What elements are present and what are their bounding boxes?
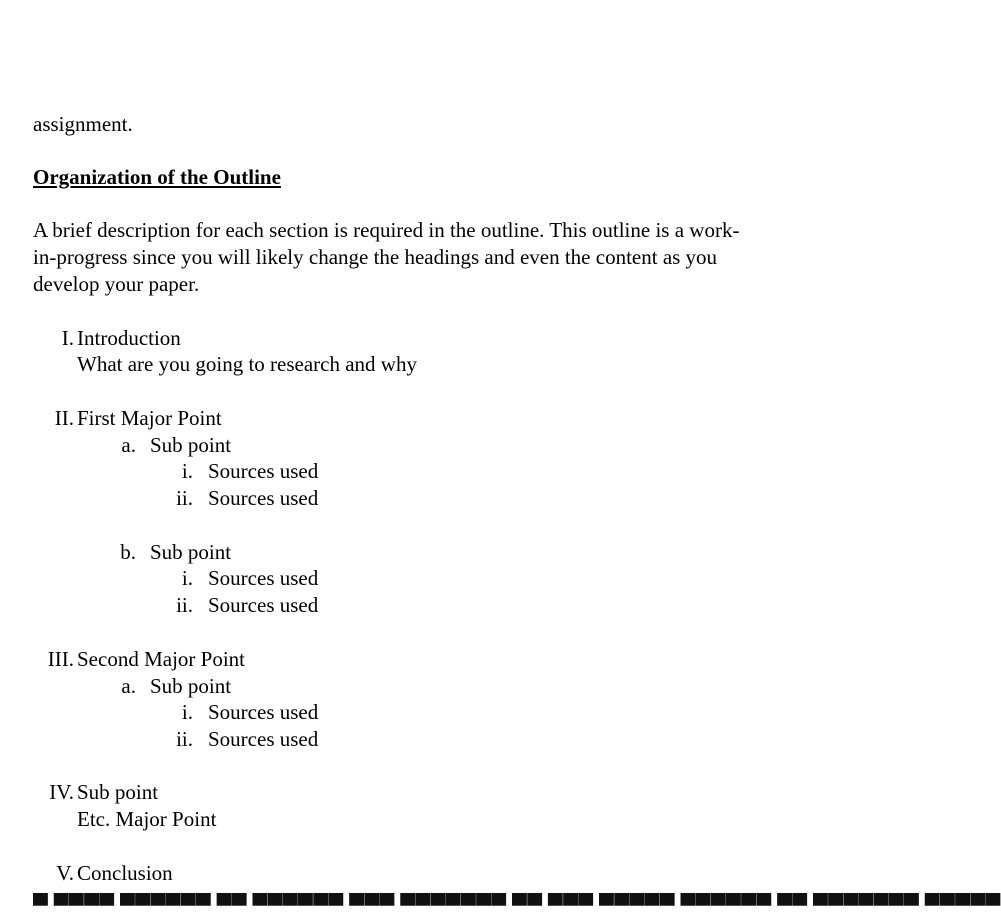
paragraph-fragment: assignment. — [33, 112, 133, 136]
sub-point-label: Sub point — [150, 540, 232, 564]
intro-paragraph — [33, 217, 823, 298]
outline-numeral: III. — [47, 647, 74, 671]
source-numeral: i. — [181, 700, 193, 724]
source-numeral: ii. — [176, 593, 193, 617]
source-numeral: ii. — [176, 486, 193, 510]
source-label: Sources used — [208, 566, 319, 590]
source-numeral: ii. — [176, 727, 193, 751]
sub-point-letter: a. — [121, 433, 136, 457]
sub-point-label: Sub point — [150, 433, 232, 457]
outline-numeral: V. — [56, 861, 74, 885]
source-label: Sources used — [208, 459, 319, 483]
outline-item-title: Introduction — [77, 326, 181, 350]
sub-point-letter: a. — [121, 674, 136, 698]
outline-item-title: Second Major Point — [77, 647, 245, 671]
paragraph-line: develop your paper. — [33, 272, 200, 296]
sub-point-label: Sub point — [150, 674, 232, 698]
paragraph-line: in-progress since you will likely change the headings and even the content as you — [33, 245, 718, 269]
outline-numeral: I. — [61, 326, 74, 350]
outline-item-title: Conclusion — [77, 861, 173, 885]
source-label: Sources used — [208, 727, 319, 751]
cut-off-text-line — [33, 893, 1001, 917]
outline-item-description: Etc. Major Point — [77, 807, 217, 831]
source-label: Sources used — [208, 593, 319, 617]
outline-item-title: First Major Point — [77, 406, 222, 430]
outline-numeral: II. — [54, 406, 74, 430]
section-heading: Organization of the Outline — [33, 165, 281, 189]
cut-off-text-glyphs: ▀ ▀▀▀▀ ▀▀▀▀▀▀ ▀▀ ▀▀▀▀▀▀ ▀▀▀ ▀▀▀▀▀▀▀ ▀▀ ▀▀▀ ▀▀▀▀▀ ▀▀▀▀▀▀ ▀▀ ▀▀▀▀▀▀▀ ▀▀▀▀▀ — [33, 893, 1001, 917]
sub-point-letter: b. — [120, 540, 136, 564]
source-numeral: i. — [181, 459, 193, 483]
paragraph-line: A brief description for each section is required in the outline. This outline is a work- — [33, 218, 740, 242]
source-numeral: i. — [181, 566, 193, 590]
source-label: Sources used — [208, 700, 319, 724]
source-label: Sources used — [208, 486, 319, 510]
outline-numeral: IV. — [49, 780, 74, 804]
outline-item-title: Sub point — [77, 780, 159, 804]
outline-item-description: What are you going to research and why — [77, 352, 417, 376]
